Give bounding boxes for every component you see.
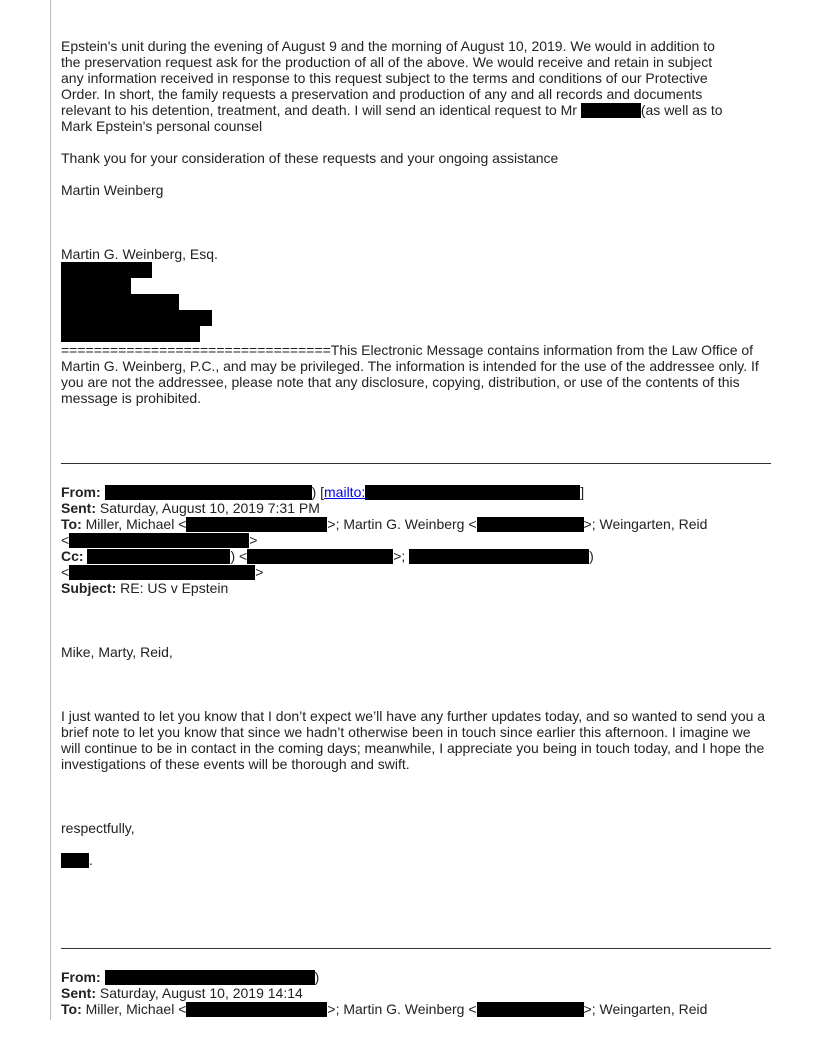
redaction-box bbox=[61, 262, 152, 278]
sent-line: Sent: Saturday, August 10, 2019 14:14 bbox=[61, 985, 303, 1001]
redaction-box bbox=[105, 485, 312, 500]
email-header bbox=[61, 484, 771, 596]
signature-redaction-block bbox=[61, 262, 771, 342]
to-line-continued: < > bbox=[61, 532, 258, 548]
intro-line: relevant to his detention, treatment, and death. I will send an identical request to Mr (as well as to bbox=[61, 102, 723, 118]
redaction-box bbox=[61, 310, 212, 326]
email-closing: respectfully, bbox=[61, 820, 135, 836]
message-separator bbox=[61, 463, 771, 464]
redaction-box bbox=[61, 853, 89, 868]
redaction-box bbox=[477, 517, 584, 532]
redaction-box bbox=[69, 565, 255, 580]
redaction-box bbox=[87, 549, 230, 564]
from-line: From: ) bbox=[61, 969, 320, 985]
intro-line: Epstein's unit during the evening of August 9 and the morning of August 10, 2019. We would in addition to bbox=[61, 38, 715, 54]
intro-line: Order. In short, the family requests a preservation and production of any and all records and documents bbox=[61, 86, 703, 102]
redaction-box bbox=[477, 1002, 584, 1017]
redaction-box bbox=[61, 278, 131, 294]
redaction-box bbox=[409, 549, 589, 564]
to-line: To: Miller, Michael < >; Martin G. Weinberg < >; Weingarten, Reid bbox=[61, 516, 708, 532]
legal-disclaimer: =================================This Electronic Message contains information from the Law Office of Martin G. Weinberg, P.C., and may be privileged. The information is intended for the use of the addressee only. If you are not the addressee, please note that any disclosure, copying, distribution, or use of the contents of this message is prohibited. bbox=[61, 342, 759, 406]
redaction-box bbox=[61, 326, 200, 342]
thanks-line: Thank you for your consideration of these requests and your ongoing assistance bbox=[61, 150, 559, 166]
signature-full-name: Martin G. Weinberg, Esq. bbox=[61, 246, 218, 262]
signature-name: Martin Weinberg bbox=[61, 182, 164, 198]
intro-line: any information received in response to this request subject to the terms and conditions of our Protective bbox=[61, 70, 708, 86]
sender-signature: . bbox=[61, 852, 771, 868]
email-greeting: Mike, Marty, Reid, bbox=[61, 644, 173, 660]
cc-line: Cc: ) < >; ) bbox=[61, 548, 594, 564]
message-separator bbox=[61, 948, 771, 949]
redaction-box bbox=[186, 1002, 327, 1017]
email-header bbox=[61, 969, 771, 1017]
redaction-box bbox=[247, 549, 393, 564]
from-line: From: ) [mailto: ] bbox=[61, 484, 585, 500]
to-line: To: Miller, Michael < >; Martin G. Weinberg < >; Weingarten, Reid bbox=[61, 1001, 708, 1017]
intro-line: the preservation request ask for the production of all of the above. We would receive and retain in subject bbox=[61, 54, 713, 70]
subject-line: Subject: RE: US v Epstein bbox=[61, 580, 229, 596]
sent-line: Sent: Saturday, August 10, 2019 7:31 PM bbox=[61, 500, 320, 516]
email-document bbox=[61, 38, 771, 1017]
redaction-box bbox=[61, 294, 179, 310]
redaction-box bbox=[105, 970, 315, 985]
intro-paragraph bbox=[61, 38, 771, 134]
email-body: I just wanted to let you know that I don’t expect we’ll have any further updates today, and so wanted to send you a brief note to let you know that since we hadn’t otherwise been in touch since earlier this afternoon. I imagine we will continue to be in contact in the coming days; meanwhile, I appreciate you being in touch today, and I hope the investigations of these events will be thorough and swift. bbox=[61, 708, 766, 772]
intro-line: Mark Epstein's personal counsel bbox=[61, 118, 263, 134]
mailto-link[interactable]: mailto: bbox=[324, 484, 580, 500]
left-margin-rule bbox=[50, 0, 51, 1020]
redaction-box bbox=[581, 103, 641, 118]
redaction-box bbox=[365, 485, 580, 500]
redaction-box bbox=[186, 517, 327, 532]
redaction-box bbox=[69, 533, 249, 548]
cc-line-continued: < > bbox=[61, 564, 264, 580]
